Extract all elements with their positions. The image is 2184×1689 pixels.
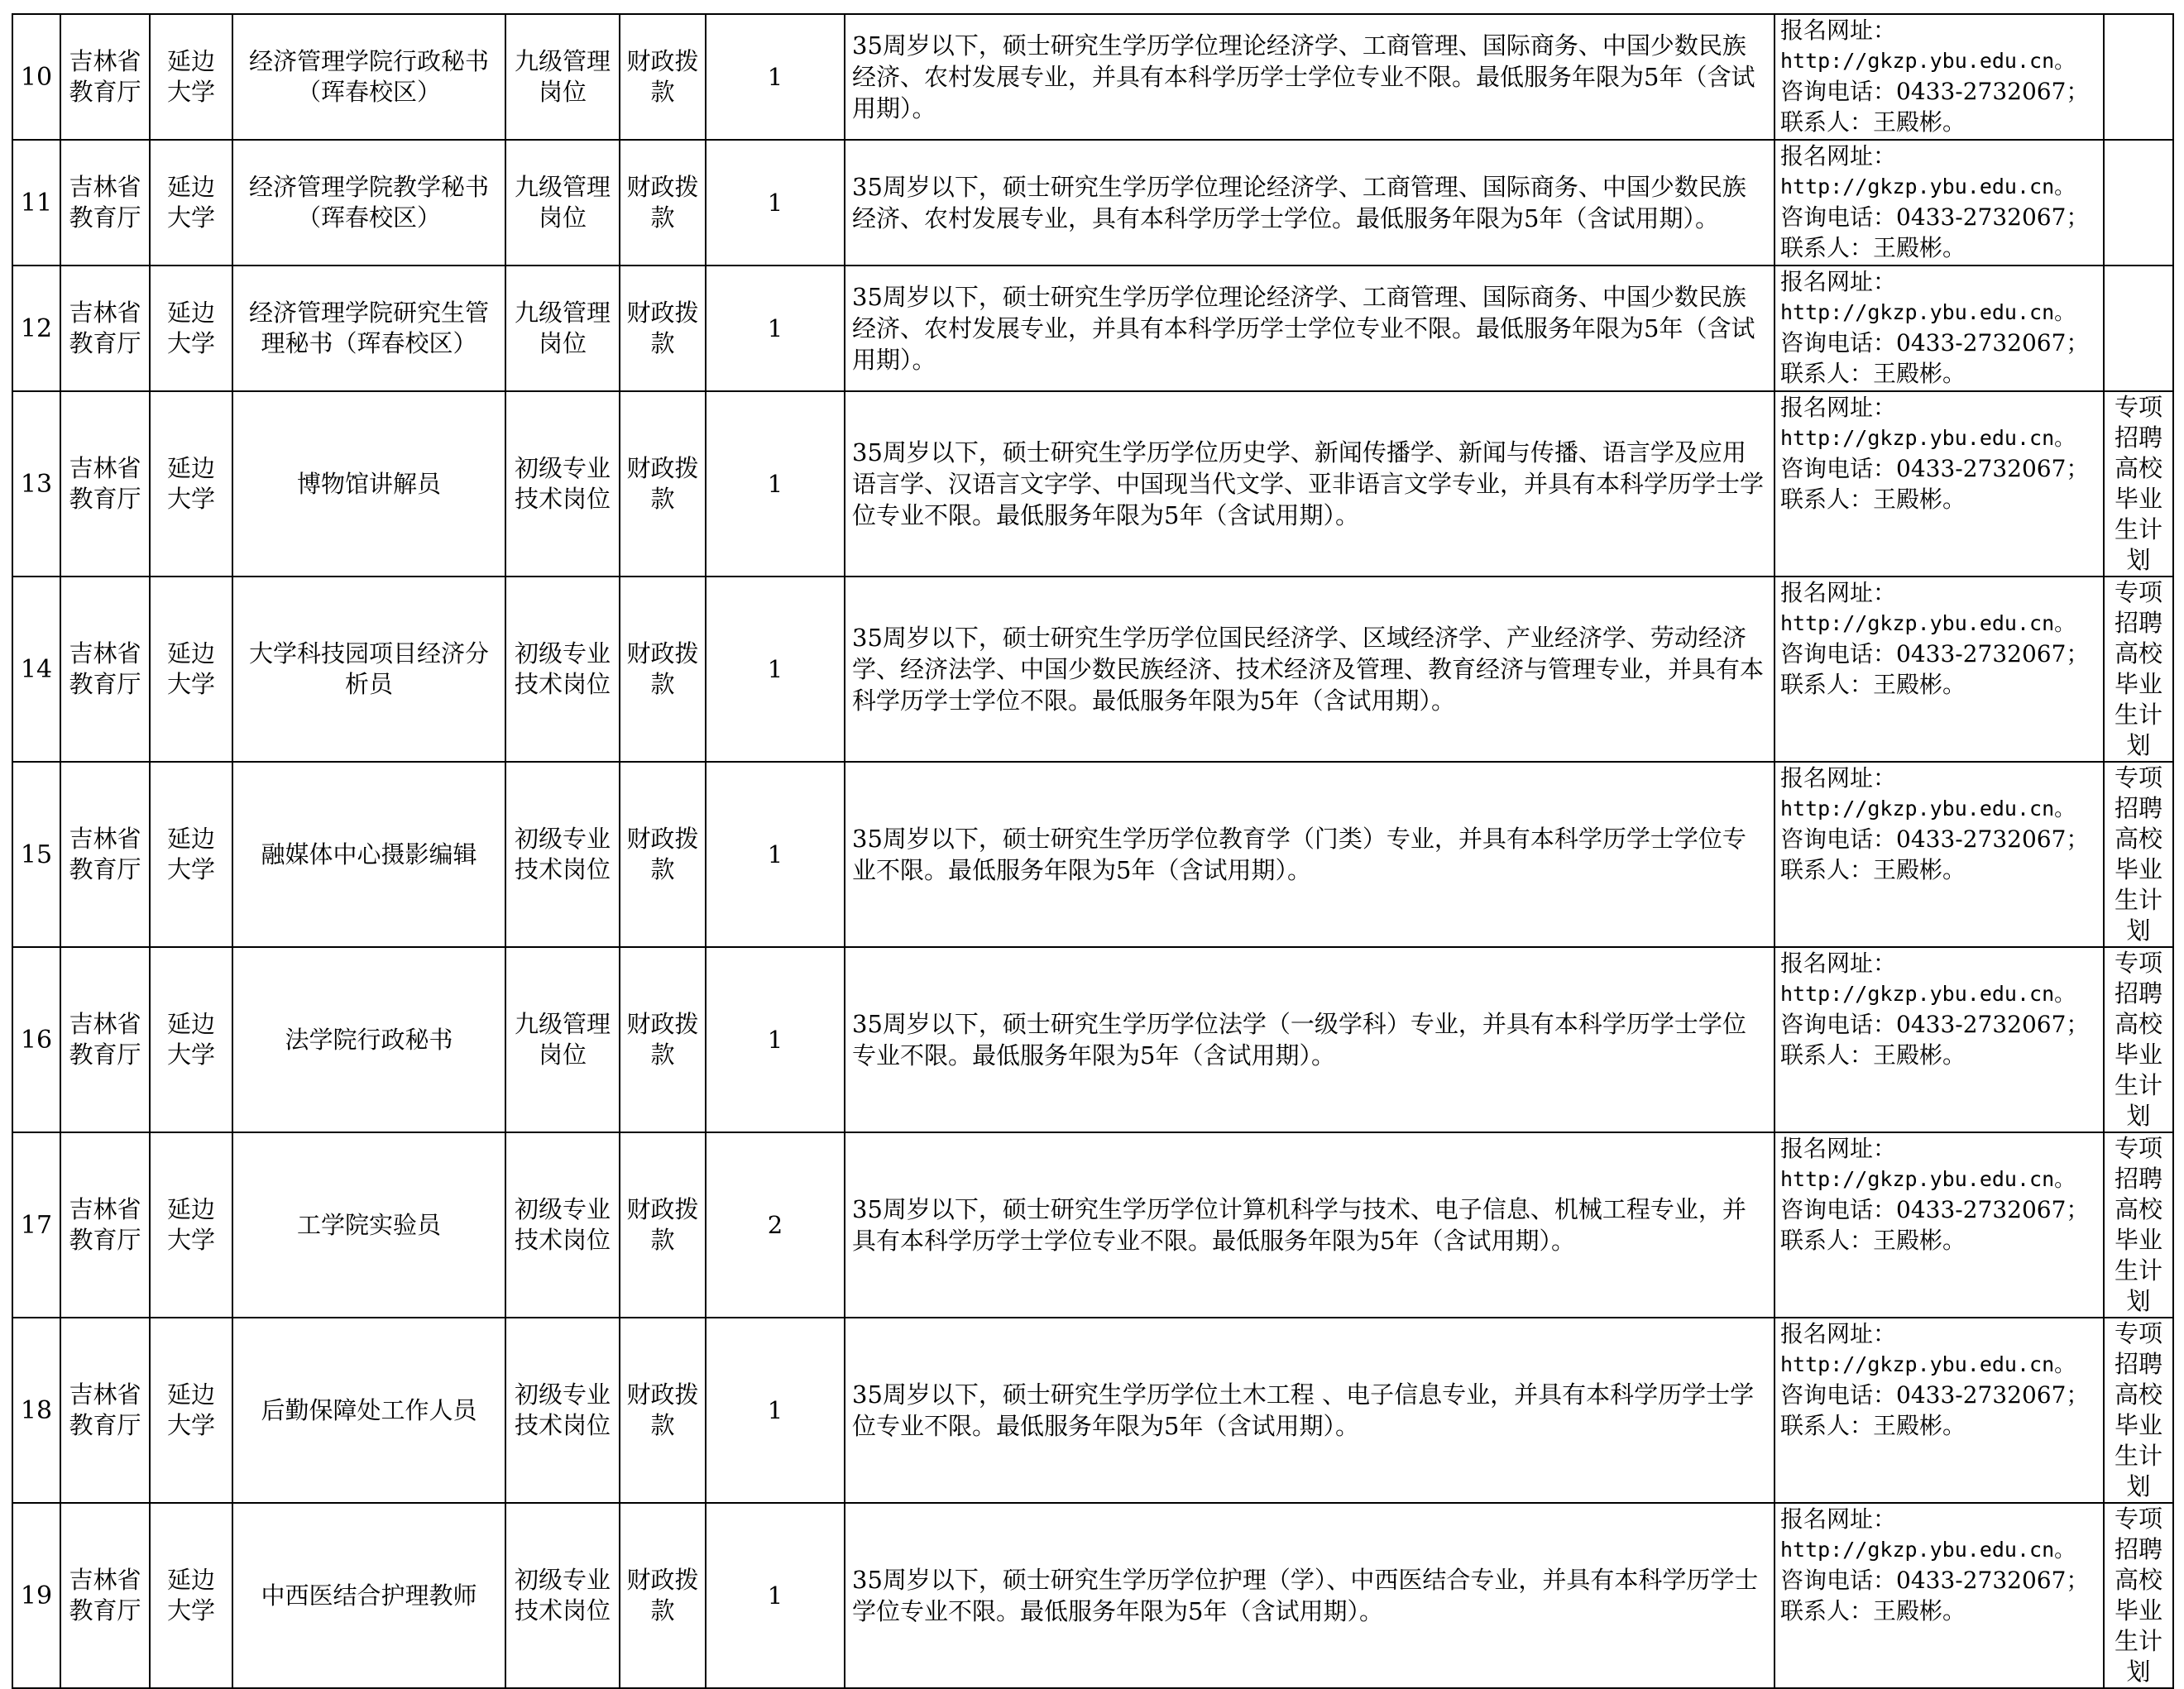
dept-cell: 吉林省教育厅 [60,762,150,947]
registration-url: http://gkzp.ybu.edu.cn。 [1780,1352,2076,1376]
registration-url: http://gkzp.ybu.edu.cn。 [1780,49,2076,73]
note-cell: 专项招聘高校毕业生计划 [2104,577,2173,762]
url-label: 报名网址： [1780,268,1897,295]
count-cell: 1 [706,577,845,762]
count-cell: 1 [706,947,845,1132]
contact-person: 联系人：王殿彬。 [1780,360,1966,387]
table-row [12,14,2173,140]
url-label: 报名网址： [1780,17,1897,44]
table-row [12,1132,2173,1318]
table-row [12,947,2173,1132]
registration-url: http://gkzp.ybu.edu.cn。 [1780,1167,2076,1191]
requirements-cell: 35周岁以下，硕士研究生学历学位土木工程 、电子信息专业，并具有本科学历学士学位专业不限。最低服务年限为5年（含试用期）。 [845,1318,1774,1503]
dept-cell: 吉林省教育厅 [60,947,150,1132]
funding-cell: 财政拨款 [620,1132,706,1318]
unit-cell: 延边大学 [150,947,232,1132]
contact-person: 联系人：王殿彬。 [1780,1041,1966,1069]
count-cell: 2 [706,1132,845,1318]
note-cell: 专项招聘高校毕业生计划 [2104,1132,2173,1318]
contact-person: 联系人：王殿彬。 [1780,671,1966,698]
position-cell: 法学院行政秘书 [232,947,505,1132]
dept-cell: 吉林省教育厅 [60,266,150,391]
phone-text: 咨询电话：0433-2732067； [1780,1567,2090,1594]
contact-cell [1774,140,2104,266]
url-label: 报名网址： [1780,394,1897,421]
requirements-cell: 35周岁以下，硕士研究生学历学位法学（一级学科）专业，并具有本科学历学士学位专业不限。最低服务年限为5年（含试用期）。 [845,947,1774,1132]
url-label: 报名网址： [1780,950,1897,977]
phone-text: 咨询电话：0433-2732067； [1780,1196,2090,1223]
registration-url: http://gkzp.ybu.edu.cn。 [1780,300,2076,324]
position-cell: 经济管理学院教学秘书（珲春校区） [232,140,505,266]
funding-cell: 财政拨款 [620,947,706,1132]
category-cell: 九级管理岗位 [505,14,620,140]
count-cell: 1 [706,14,845,140]
category-cell: 初级专业技术岗位 [505,577,620,762]
contact-cell [1774,1132,2104,1318]
document-page [12,13,2172,1686]
contact-person: 联系人：王殿彬。 [1780,1227,1966,1254]
seq-cell: 14 [12,577,60,762]
registration-url: http://gkzp.ybu.edu.cn。 [1780,797,2076,821]
requirements-cell: 35周岁以下，硕士研究生学历学位理论经济学、工商管理、国际商务、中国少数民族经济、农村发展专业，具有本科学历学士学位。最低服务年限为5年（含试用期）。 [845,140,1774,266]
table-row [12,577,2173,762]
contact-person: 联系人：王殿彬。 [1780,486,1966,513]
funding-cell: 财政拨款 [620,762,706,947]
phone-text: 咨询电话：0433-2732067； [1780,1011,2090,1038]
table-row [12,1318,2173,1503]
funding-cell: 财政拨款 [620,1318,706,1503]
contact-cell [1774,391,2104,577]
dept-cell: 吉林省教育厅 [60,140,150,266]
category-cell: 初级专业技术岗位 [505,1318,620,1503]
unit-cell: 延边大学 [150,577,232,762]
category-cell: 九级管理岗位 [505,140,620,266]
table-row [12,266,2173,391]
funding-cell: 财政拨款 [620,391,706,577]
count-cell: 1 [706,1503,845,1688]
phone-text: 咨询电话：0433-2732067； [1780,1381,2090,1409]
dept-cell: 吉林省教育厅 [60,577,150,762]
funding-cell: 财政拨款 [620,1503,706,1688]
category-cell: 九级管理岗位 [505,266,620,391]
phone-text: 咨询电话：0433-2732067； [1780,455,2090,482]
phone-text: 咨询电话：0433-2732067； [1780,203,2090,231]
category-cell: 初级专业技术岗位 [505,762,620,947]
seq-cell: 17 [12,1132,60,1318]
contact-cell [1774,577,2104,762]
position-cell: 融媒体中心摄影编辑 [232,762,505,947]
note-cell: 专项招聘高校毕业生计划 [2104,947,2173,1132]
phone-text: 咨询电话：0433-2732067； [1780,640,2090,667]
count-cell: 1 [706,140,845,266]
note-cell: 专项招聘高校毕业生计划 [2104,1503,2173,1688]
contact-person: 联系人：王殿彬。 [1780,234,1966,261]
unit-cell: 延边大学 [150,1132,232,1318]
unit-cell: 延边大学 [150,1318,232,1503]
unit-cell: 延边大学 [150,1503,232,1688]
table-body [12,14,2173,1688]
seq-cell: 11 [12,140,60,266]
requirements-cell: 35周岁以下，硕士研究生学历学位历史学、新闻传播学、新闻与传播、语言学及应用语言学、汉语言文字学、中国现当代文学、亚非语言文学专业，并具有本科学历学士学位专业不限。最低服务年限为5年（含试用期）。 [845,391,1774,577]
requirements-cell: 35周岁以下，硕士研究生学历学位护理（学）、中西医结合专业，并具有本科学历学士学位专业不限。最低服务年限为5年（含试用期）。 [845,1503,1774,1688]
count-cell: 1 [706,391,845,577]
url-label: 报名网址： [1780,764,1897,792]
contact-cell [1774,1503,2104,1688]
dept-cell: 吉林省教育厅 [60,391,150,577]
url-label: 报名网址： [1780,1505,1897,1533]
position-cell: 博物馆讲解员 [232,391,505,577]
contact-person: 联系人：王殿彬。 [1780,1597,1966,1624]
note-cell: 专项招聘高校毕业生计划 [2104,1318,2173,1503]
category-cell: 初级专业技术岗位 [505,391,620,577]
unit-cell: 延边大学 [150,266,232,391]
count-cell: 1 [706,266,845,391]
position-cell: 经济管理学院行政秘书（珲春校区） [232,14,505,140]
funding-cell: 财政拨款 [620,14,706,140]
contact-cell [1774,1318,2104,1503]
requirements-cell: 35周岁以下，硕士研究生学历学位教育学（门类）专业，并具有本科学历学士学位专业不限。最低服务年限为5年（含试用期）。 [845,762,1774,947]
dept-cell: 吉林省教育厅 [60,1503,150,1688]
note-cell: 专项招聘高校毕业生计划 [2104,762,2173,947]
position-cell: 中西医结合护理教师 [232,1503,505,1688]
funding-cell: 财政拨款 [620,140,706,266]
note-cell: 专项招聘高校毕业生计划 [2104,391,2173,577]
requirements-cell: 35周岁以下，硕士研究生学历学位理论经济学、工商管理、国际商务、中国少数民族经济、农村发展专业，并具有本科学历学士学位专业不限。最低服务年限为5年（含试用期）。 [845,266,1774,391]
position-cell: 工学院实验员 [232,1132,505,1318]
unit-cell: 延边大学 [150,391,232,577]
url-label: 报名网址： [1780,1135,1897,1162]
contact-cell [1774,947,2104,1132]
contact-cell [1774,762,2104,947]
dept-cell: 吉林省教育厅 [60,1132,150,1318]
registration-url: http://gkzp.ybu.edu.cn。 [1780,611,2076,635]
job-listings-table [12,13,2174,1689]
seq-cell: 15 [12,762,60,947]
phone-text: 咨询电话：0433-2732067； [1780,329,2090,356]
url-label: 报名网址： [1780,142,1897,170]
seq-cell: 13 [12,391,60,577]
contact-cell [1774,14,2104,140]
category-cell: 初级专业技术岗位 [505,1132,620,1318]
dept-cell: 吉林省教育厅 [60,1318,150,1503]
registration-url: http://gkzp.ybu.edu.cn。 [1780,1538,2076,1562]
seq-cell: 10 [12,14,60,140]
registration-url: http://gkzp.ybu.edu.cn。 [1780,982,2076,1006]
contact-cell [1774,266,2104,391]
contact-person: 联系人：王殿彬。 [1780,108,1966,136]
contact-person: 联系人：王殿彬。 [1780,1412,1966,1439]
phone-text: 咨询电话：0433-2732067； [1780,825,2090,853]
seq-cell: 16 [12,947,60,1132]
note-cell [2104,140,2173,266]
registration-url: http://gkzp.ybu.edu.cn。 [1780,175,2076,199]
unit-cell: 延边大学 [150,14,232,140]
position-cell: 大学科技园项目经济分析员 [232,577,505,762]
seq-cell: 19 [12,1503,60,1688]
seq-cell: 12 [12,266,60,391]
funding-cell: 财政拨款 [620,577,706,762]
requirements-cell: 35周岁以下，硕士研究生学历学位国民经济学、区域经济学、产业经济学、劳动经济学、经济法学、中国少数民族经济、技术经济及管理、教育经济与管理专业，并具有本科学历学士学位不限。最低服务年限为5年（含试用期）。 [845,577,1774,762]
registration-url: http://gkzp.ybu.edu.cn。 [1780,426,2076,450]
position-cell: 后勤保障处工作人员 [232,1318,505,1503]
phone-text: 咨询电话：0433-2732067； [1780,78,2090,105]
count-cell: 1 [706,1318,845,1503]
count-cell: 1 [706,762,845,947]
requirements-cell: 35周岁以下，硕士研究生学历学位理论经济学、工商管理、国际商务、中国少数民族经济、农村发展专业，并具有本科学历学士学位专业不限。最低服务年限为5年（含试用期）。 [845,14,1774,140]
category-cell: 初级专业技术岗位 [505,1503,620,1688]
note-cell [2104,14,2173,140]
note-cell [2104,266,2173,391]
unit-cell: 延边大学 [150,762,232,947]
requirements-cell: 35周岁以下，硕士研究生学历学位计算机科学与技术、电子信息、机械工程专业，并具有本科学历学士学位专业不限。最低服务年限为5年（含试用期）。 [845,1132,1774,1318]
funding-cell: 财政拨款 [620,266,706,391]
position-cell: 经济管理学院研究生管理秘书（珲春校区） [232,266,505,391]
contact-person: 联系人：王殿彬。 [1780,856,1966,883]
category-cell: 九级管理岗位 [505,947,620,1132]
dept-cell: 吉林省教育厅 [60,14,150,140]
seq-cell: 18 [12,1318,60,1503]
table-row [12,140,2173,266]
url-label: 报名网址： [1780,1320,1897,1347]
table-row [12,1503,2173,1688]
unit-cell: 延边大学 [150,140,232,266]
table-row [12,391,2173,577]
table-row [12,762,2173,947]
url-label: 报名网址： [1780,579,1897,606]
